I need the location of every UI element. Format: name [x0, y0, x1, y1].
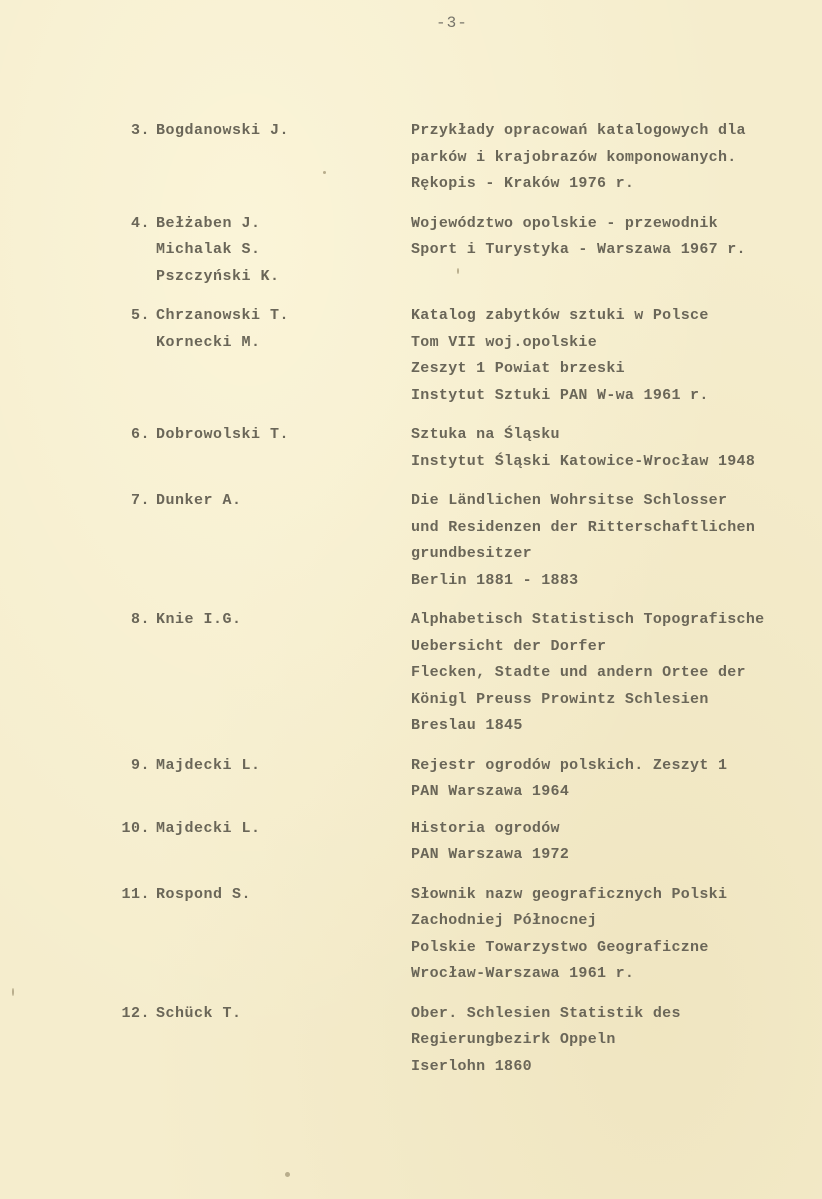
entry-number: 4. — [130, 214, 150, 232]
title-line: Königl Preuss Prowintz Schlesien — [411, 690, 709, 708]
title-line: Przykłady opracowań katalogowych dla — [411, 122, 746, 139]
title-line: Wrocław-Warszawa 1961 r. — [411, 965, 635, 982]
title-line: Flecken, Stadte und andern Ortee der — [411, 664, 746, 681]
author: Majdecki L. — [156, 756, 261, 774]
title-line: grundbesitzer — [411, 545, 532, 562]
entry-number: 6. — [130, 426, 150, 443]
title-line: Słownik nazw geograficznych Polski — [411, 885, 728, 903]
title-line: Berlin 1881 - 1883 — [411, 571, 579, 589]
entry-title — [411, 422, 816, 475]
author: Schück T. — [156, 1004, 242, 1022]
author: Knie I.G. — [156, 611, 242, 628]
entry-authors — [156, 753, 391, 780]
title-line: Uebersicht der Dorfer — [411, 637, 607, 655]
title-line: PAN Warszawa 1964 — [411, 783, 570, 800]
paper-speck — [12, 988, 14, 996]
entry-authors — [156, 303, 391, 356]
paper-speck — [285, 1172, 290, 1177]
title-line: Die Ländlichen Wohrsitse Schlosser — [411, 492, 728, 509]
bibliography-entry — [0, 118, 822, 198]
title-line: und Residenzen der Ritterschaftlichen — [411, 518, 756, 536]
bibliography-entry — [0, 422, 822, 475]
entry-authors — [156, 607, 391, 634]
entry-number: 7. — [130, 492, 150, 509]
author: Bełżaben J. — [156, 214, 261, 232]
bibliography-list — [0, 118, 822, 1080]
entry-title — [411, 882, 816, 988]
entry-number: 5. — [130, 307, 150, 324]
title-line: Alphabetisch Statistisch Topografische — [411, 611, 765, 628]
bibliography-entry — [0, 211, 822, 291]
title-line: Tom VII woj.opolskie — [411, 333, 598, 351]
author: Majdecki L. — [156, 819, 261, 837]
title-line: Regierungbezirk Oppeln — [411, 1031, 616, 1048]
entry-authors — [156, 211, 391, 291]
entry-title — [411, 753, 816, 806]
title-line: Iserlohn 1860 — [411, 1057, 532, 1075]
entry-number: 11. — [121, 885, 150, 903]
bibliography-entry — [0, 303, 822, 409]
author: Michalak S. — [156, 241, 261, 258]
entry-title — [411, 211, 816, 291]
author: Dunker A. — [156, 492, 242, 509]
author: Bogdanowski J. — [156, 122, 290, 139]
title-line: Sztuka na Śląsku — [411, 426, 560, 443]
entry-authors — [156, 816, 391, 843]
author: Kornecki M. — [156, 333, 261, 351]
title-line: Breslau 1845 — [411, 717, 523, 734]
title-line: Województwo opolskie - przewodnik — [411, 214, 718, 232]
entry-number: 9. — [130, 756, 150, 774]
author: Dobrowolski T. — [156, 426, 290, 443]
entry-authors — [156, 118, 391, 145]
bibliography-entry — [0, 488, 822, 594]
entry-number: 8. — [130, 611, 150, 628]
bibliography-entry — [0, 753, 822, 806]
title-line: Zeszyt 1 Powiat brzeski — [411, 360, 625, 377]
paper-speck — [323, 171, 326, 174]
entry-authors — [156, 882, 391, 909]
entry-authors — [156, 1001, 391, 1028]
bibliography-entry — [0, 607, 822, 740]
bibliography-entry — [0, 882, 822, 988]
title-line: Instytut Śląski Katowice-Wrocław 1948 — [411, 452, 756, 470]
title-line: Instytut Sztuki PAN W-wa 1961 r. — [411, 386, 709, 404]
entry-title — [411, 607, 816, 740]
page-number: -3- — [436, 14, 468, 32]
entry-number: 10. — [121, 819, 150, 837]
title-line: PAN Warszawa 1972 — [411, 846, 570, 863]
entry-number: 12. — [121, 1004, 150, 1022]
entry-authors — [156, 488, 391, 515]
title-line: Historia ogrodów — [411, 819, 560, 837]
entry-title — [411, 488, 816, 594]
author: Rospond S. — [156, 885, 252, 903]
title-line: Ober. Schlesien Statistik des — [411, 1004, 681, 1022]
title-line: Rękopis - Kraków 1976 r. — [411, 175, 635, 192]
entry-number: 3. — [130, 122, 150, 139]
entry-title — [411, 816, 816, 869]
entry-authors — [156, 422, 391, 449]
title-line: Zachodniej Północnej — [411, 912, 598, 929]
entry-title — [411, 303, 816, 409]
title-line: Sport i Turystyka - Warszawa 1967 r. — [411, 241, 746, 258]
author: Chrzanowski T. — [156, 307, 290, 324]
paper-speck — [457, 268, 459, 274]
bibliography-entry — [0, 1001, 822, 1081]
entry-title — [411, 1001, 816, 1081]
author: Pszczyński K. — [156, 267, 280, 285]
title-line: Rejestr ogrodów polskich. Zeszyt 1 — [411, 756, 728, 774]
title-line: Katalog zabytków sztuki w Polsce — [411, 307, 709, 324]
title-line: Polskie Towarzystwo Geograficzne — [411, 938, 709, 956]
title-line: parków i krajobrazów komponowanych. — [411, 148, 737, 166]
entry-title — [411, 118, 816, 198]
bibliography-entry — [0, 816, 822, 869]
